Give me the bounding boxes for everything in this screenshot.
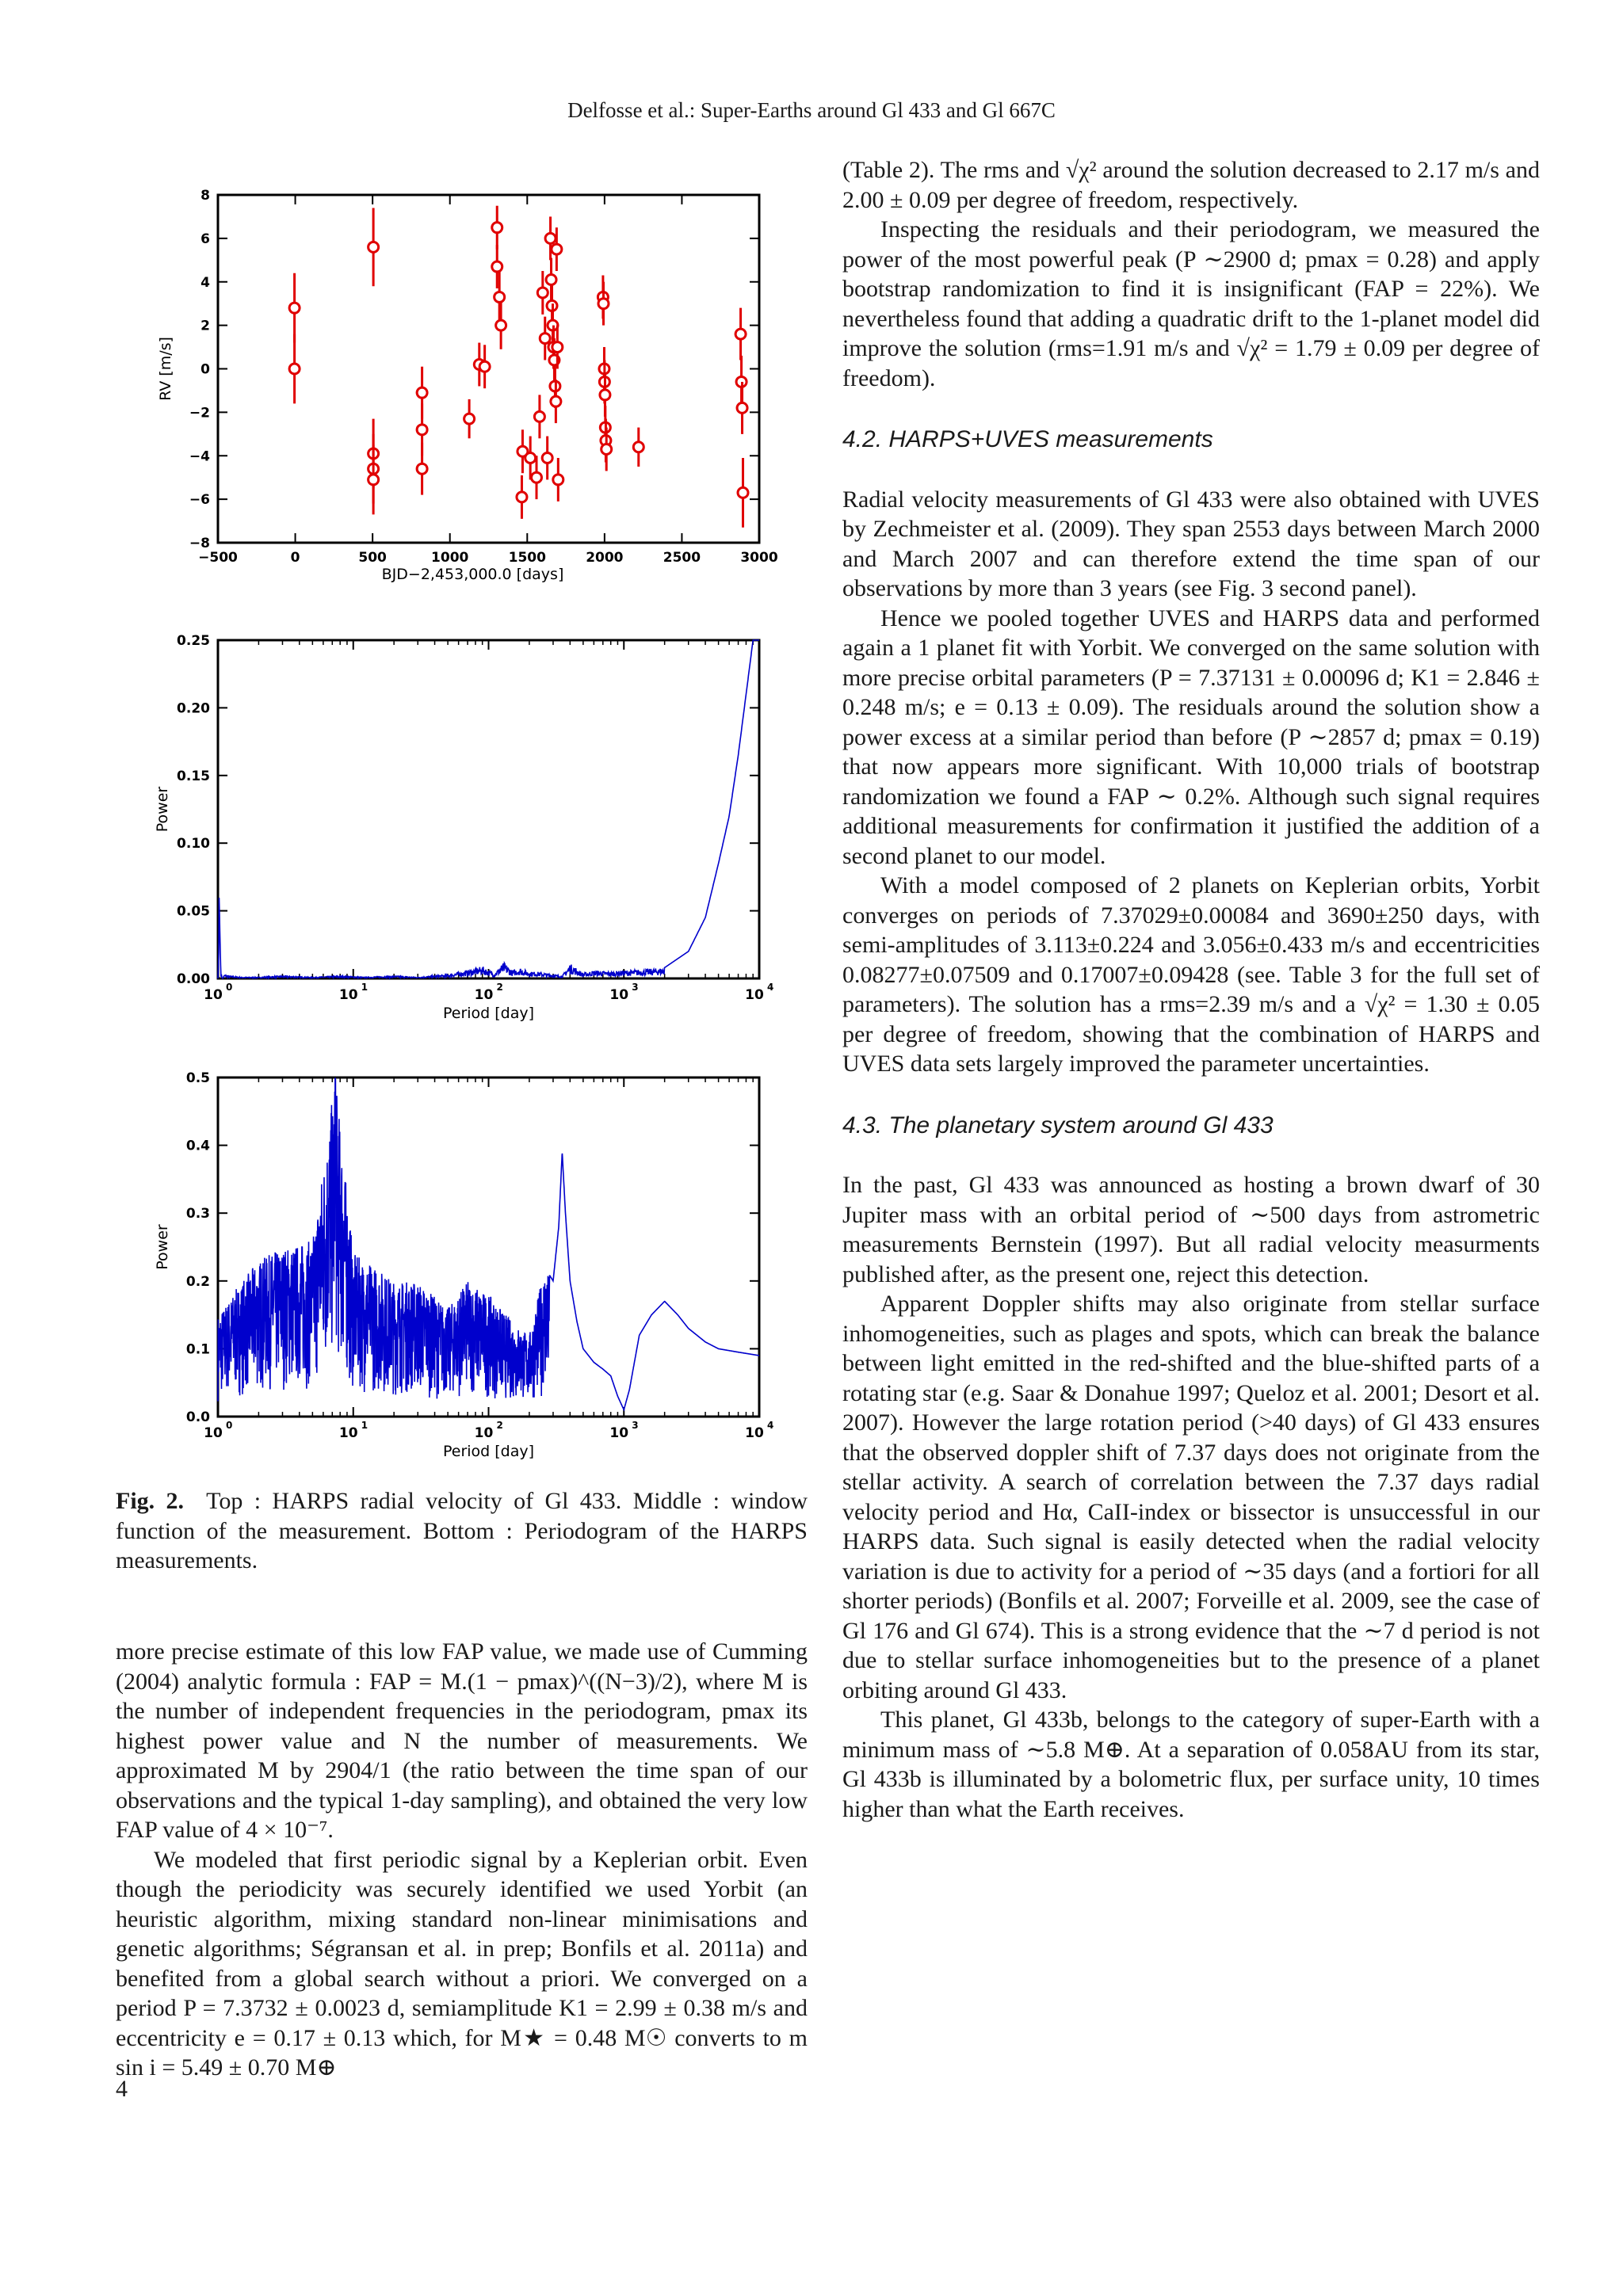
paragraph: In the past, Gl 433 was announced as hosting a brown dwarf of 30 Jupiter mass with an orbital period of ∼500 days from astrometric measurements Bernstein (1997). But all radial velocity measurments published after, as the present one, reject this detection.	[842, 1172, 1540, 1287]
data-point	[495, 292, 505, 302]
y-tick-label: 8	[200, 188, 210, 204]
series-line	[218, 640, 759, 978]
data-point	[552, 244, 562, 254]
data-point	[600, 422, 610, 433]
y-tick-label: 0.2	[185, 1273, 210, 1290]
data-point	[525, 452, 536, 463]
caption-label: Fig. 2.	[116, 1488, 185, 1514]
y-tick-label: −6	[189, 492, 210, 509]
paragraph: Apparent Doppler shifts may also originate from stellar surface inhomogeneities, such as plages and spots, which can break the balance between light emitted in the red-shifted and the blue-shifted parts of a rotating star (e.g. Saar & Donahue 1997; Queloz et al. 2001; Desort et al. 2007). However the large rotation period (>40 days) of Gl 433 ensures that the observed doppler shift of 7.37 days does not originate from the stellar activity. A search of correlation between the 7.37 days radial velocity period and Hα, CaII-index or bissector is unsuccessful in our HARPS data. Such signal is easily detected when the radial velocity variation is due to activity for a period of ∼35 days (and a fortiori for all shorter periods) (Bonfils et al. 2007; Forveille et al. 2009, see the case of Gl 176 and Gl 674). This is a strong evidence that the ∼7 d period is not due to stellar surface inhomogeneities but to the presence of a planet orbiting around Gl 433.	[842, 1291, 1540, 1703]
x-tick-exponent: 4	[767, 982, 774, 993]
data-point	[540, 334, 550, 344]
data-point	[736, 376, 747, 387]
plot-frame	[218, 195, 759, 543]
x-axis-label: Period [day]	[442, 1443, 535, 1460]
y-tick-label: 6	[200, 231, 210, 247]
data-point	[552, 342, 563, 353]
data-point	[735, 329, 746, 339]
data-point	[601, 444, 612, 455]
x-tick-label: 10	[204, 987, 223, 1003]
y-tick-label: 0.4	[185, 1138, 210, 1154]
x-tick-label: 500	[358, 550, 387, 566]
x-tick-label: 1500	[508, 550, 546, 566]
y-tick-label: 0.0	[185, 1409, 210, 1425]
section-heading-4-3: 4.3. The planetary system around Gl 433	[842, 1112, 1274, 1138]
data-point	[289, 364, 300, 374]
y-tick-label: −8	[189, 536, 210, 551]
y-tick-label: 0.20	[177, 700, 210, 717]
data-point	[549, 355, 559, 365]
data-point	[369, 448, 379, 459]
y-tick-label: 0.15	[177, 768, 210, 784]
data-point	[598, 299, 609, 309]
y-tick-label: 0.1	[185, 1341, 210, 1358]
y-tick-label: 2	[200, 318, 210, 334]
data-point	[479, 361, 490, 372]
y-tick-label: −2	[189, 405, 210, 421]
right-column-text	[842, 155, 1540, 1824]
page-number: 4	[116, 2076, 128, 2102]
data-point	[369, 242, 379, 252]
x-tick-label: 10	[338, 987, 358, 1003]
x-tick-label: 3000	[740, 550, 778, 566]
x-tick-exponent: 1	[361, 1420, 369, 1431]
data-point	[531, 472, 541, 482]
x-tick-exponent: 2	[496, 1420, 503, 1431]
y-tick-label: 0.05	[177, 903, 210, 920]
paragraph: Inspecting the residuals and their periodogram, we measured the power of the most powerful peak (P ∼2900 d; pmax = 0.28) and apply bootstrap randomization to find it is insignificant (FAP = 22%). We nevertheless found that adding a quadratic drift to the 1-planet model did improve the solution (rms=1.91 m/s and √χ² = 1.79 ± 0.09 per degree of freedom).	[842, 216, 1540, 391]
x-tick-exponent: 1	[361, 982, 369, 993]
data-point	[369, 475, 379, 485]
data-point	[551, 396, 561, 406]
data-point	[492, 261, 502, 272]
data-point	[737, 402, 747, 413]
data-point	[417, 387, 427, 398]
y-tick-label: 0.00	[177, 971, 210, 987]
data-point	[600, 390, 610, 400]
left-column-text	[116, 1637, 808, 2083]
x-tick-label: 2000	[586, 550, 624, 566]
y-tick-label: 0.25	[177, 633, 210, 649]
section-heading-4-2: 4.2. HARPS+UVES measurements	[842, 426, 1213, 452]
data-point	[496, 320, 506, 330]
x-tick-label: −500	[198, 550, 238, 566]
x-tick-label: 1000	[431, 550, 469, 566]
x-tick-label: 10	[609, 1425, 629, 1441]
data-point	[550, 381, 560, 391]
data-point	[548, 342, 559, 353]
x-tick-label: 10	[474, 1425, 494, 1441]
y-axis-label: Power	[154, 786, 171, 833]
paragraph: We modeled that first periodic signal by a Keplerian orbit. Even though the periodicity was securely identified we used Yorbit (an heuristic algorithm, mixing standard non-linear minimisations and genetic algorithms; Ségransan et al. in prep; Bonfils et al. 2011a) and benefited from a global search without a priori. We converged on a period P = 7.3732 ± 0.0023 d, semiamplitude K1 = 2.99 ± 0.38 m/s and eccentricity e = 0.17 ± 0.13 which, for M★ = 0.48 M☉ converts to m sin i = 5.49 ± 0.70 M⊕	[116, 1846, 808, 2081]
x-tick-label: 10	[609, 987, 629, 1003]
y-tick-label: 4	[200, 274, 210, 291]
data-point	[537, 288, 548, 298]
data-point	[599, 364, 609, 374]
data-point	[598, 292, 608, 302]
paragraph: This planet, Gl 433b, belongs to the category of super-Earth with a minimum mass of ∼5.8 M⊕. At a separation of 0.058AU from its star, Gl 433b is illuminated by a bolometric flux, per surface unity, 10 times higher than what the Earth receives.	[842, 1707, 1540, 1822]
x-tick-exponent: 3	[632, 1420, 639, 1431]
x-tick-label: 10	[745, 1425, 764, 1441]
data-point	[417, 425, 427, 435]
y-axis-label: RV [m/s]	[157, 337, 174, 401]
paragraph: Radial velocity measurements of Gl 433 were also obtained with UVES by Zechmeister et al. (2009). They span 2553 days between March 2000 and March 2007 and can therefore extend the time span of our observations by more than 3 years (see Fig. 3 second panel).	[842, 486, 1540, 601]
y-tick-label: 0	[200, 361, 210, 378]
data-point	[474, 360, 484, 370]
x-axis-label: BJD−2,453,000.0 [days]	[381, 566, 564, 583]
x-axis-label: Period [day]	[442, 1005, 535, 1022]
x-tick-label: 10	[204, 1425, 223, 1441]
running-header: Delfosse et al.: Super-Earths around Gl 433 and Gl 667C	[567, 98, 1056, 122]
data-point	[545, 233, 556, 243]
x-tick-exponent: 2	[496, 982, 503, 993]
data-point	[553, 475, 563, 485]
data-point	[417, 463, 427, 474]
y-tick-label: 0.3	[185, 1206, 210, 1222]
x-tick-exponent: 4	[767, 1420, 774, 1431]
y-tick-label: −4	[189, 448, 210, 465]
x-tick-label: 10	[338, 1425, 358, 1441]
data-point	[534, 411, 544, 421]
data-point	[492, 223, 502, 233]
y-tick-label: 0.5	[185, 1070, 210, 1086]
data-point	[547, 300, 557, 311]
x-tick-exponent: 3	[632, 982, 639, 993]
paragraph: (Table 2). The rms and √χ² around the solution decreased to 2.17 m/s and 2.00 ± 0.09 per degree of freedom, respectively.	[842, 157, 1540, 213]
x-tick-label: 10	[745, 987, 764, 1003]
data-point	[517, 446, 528, 456]
data-point	[289, 303, 300, 313]
data-point	[517, 492, 527, 502]
paragraph: With a model composed of 2 planets on Keplerian orbits, Yorbit converges on periods of 7.37029±0.00084 and 3690±250 days, with semi-amplitudes of 3.113±0.224 and 3.056±0.433 m/s and eccentricities 0.08277±0.07509 and 0.17007±0.09428 (see. Table 3 for the full set of parameters). The solution has a rms=2.39 m/s and a √χ² = 1.30 ± 0.05 per degree of freedom, showing that the combination of HARPS and UVES data sets largely improved the parameter uncertainties.	[842, 872, 1540, 1077]
data-point	[738, 487, 748, 498]
figure-caption	[116, 1486, 808, 1576]
plot-frame	[218, 640, 759, 978]
data-point	[601, 436, 611, 446]
paragraph: more precise estimate of this low FAP value, we made use of Cumming (2004) analytic formula : FAP = M.(1 − pmax)^((N−3)/2), where M is the number of independent frequencies in the periodogram, pmax its highest power value and N the number of measurements. We approximated M by 2904/1 (the ratio between the time span of our observations and the typical 1-day sampling), and obtained the very low FAP value of 4 × 10⁻⁷.	[116, 1638, 808, 1843]
data-point	[546, 275, 556, 285]
data-point	[542, 452, 552, 463]
paragraph: Hence we pooled together UVES and HARPS data and performed again a 1 planet fit with Yorbit. We converged on the same solution with more precise orbital parameters (P = 7.37131 ± 0.00096 d; K1 = 2.846 ± 0.248 m/s; e = 0.13 ± 0.09). The residuals around the solution show a power excess at a similar period than before (P ∼2857 d; pmax = 0.19) that now appears more significant. With 10,000 trials of bootstrap randomization we found a FAP ∼ 0.2%. Although such signal requires additional measurements for confirmation it justified the addition of a second planet to our model.	[842, 605, 1540, 869]
x-tick-label: 10	[474, 987, 494, 1003]
data-point	[369, 463, 379, 474]
caption-text: Top : HARPS radial velocity of Gl 433. Middle : window function of the measurement. Bottom : Periodogram of the HARPS measurements.	[116, 1488, 808, 1573]
data-point	[464, 414, 475, 424]
x-tick-exponent: 0	[226, 1420, 233, 1431]
y-tick-label: 0.10	[177, 836, 210, 852]
plot-frame	[218, 1077, 759, 1417]
data-point	[599, 376, 609, 387]
y-axis-label: Power	[154, 1224, 171, 1270]
data-point	[548, 320, 558, 330]
x-tick-label: 0	[290, 550, 300, 566]
data-point	[633, 442, 643, 452]
series-line	[218, 1077, 759, 1409]
x-tick-label: 2500	[663, 550, 701, 566]
x-tick-exponent: 0	[226, 982, 233, 993]
